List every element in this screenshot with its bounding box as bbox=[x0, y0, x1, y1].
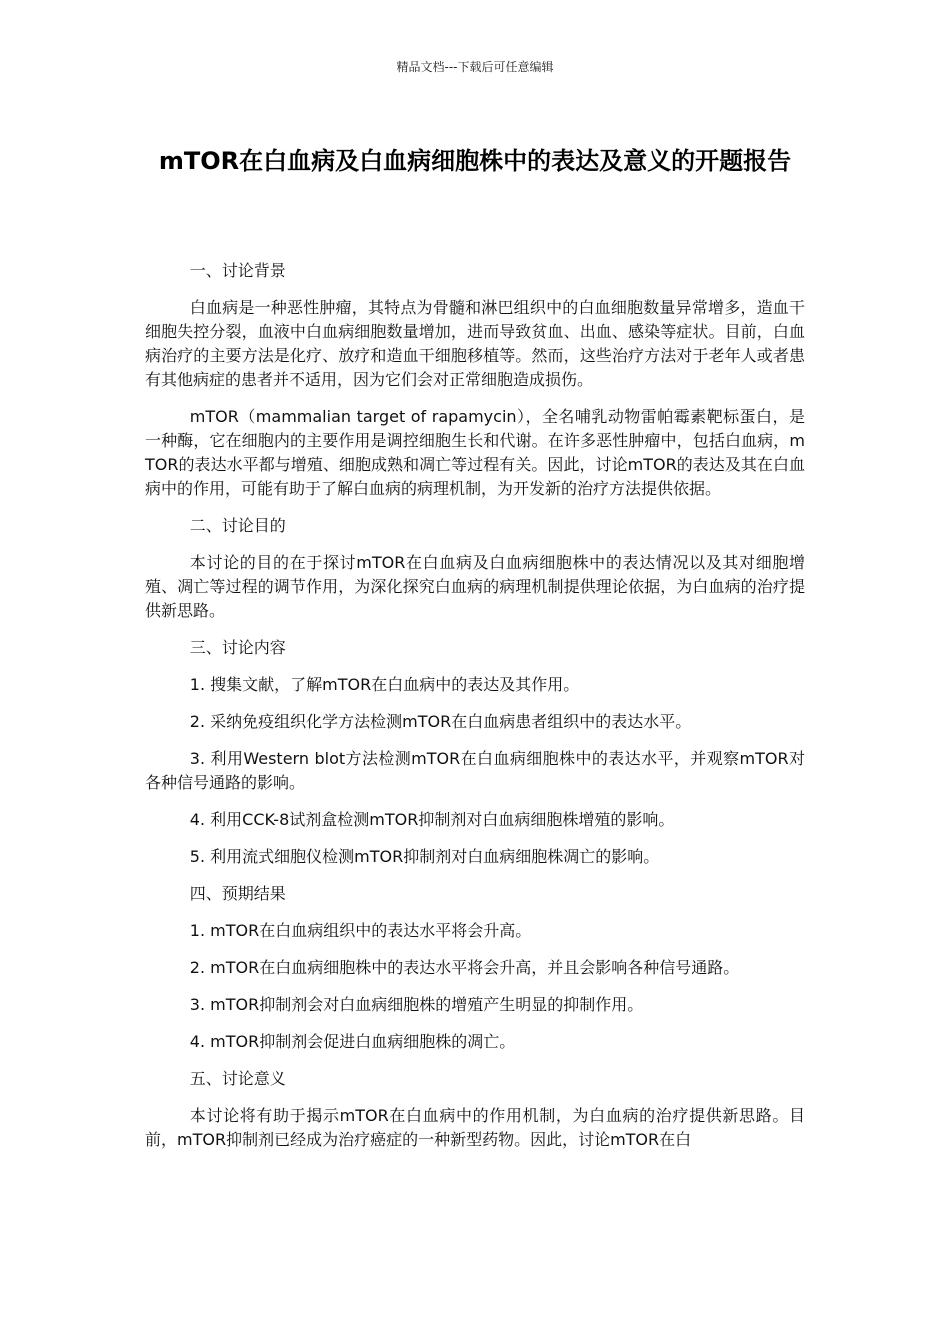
list-item-result-2: 2. mTOR在白血病细胞株中的表达水平将会升高，并且会影响各种信号通路。 bbox=[189, 958, 740, 977]
paragraph-significance: 本讨论将有助于揭示mTOR在白血病中的作用机制，为白血病的治疗提供新思路。目前，mTOR抑制剂已经成为治疗癌症的一种新型药物。因此，讨论mTOR在白 bbox=[145, 1106, 805, 1149]
list-item-result-1: 1. mTOR在白血病组织中的表达水平将会升高。 bbox=[189, 921, 532, 940]
list-item-result-3: 3. mTOR抑制剂会对白血病细胞株的增殖产生明显的抑制作用。 bbox=[189, 995, 644, 1014]
paragraph-purpose: 本讨论的目的在于探讨mTOR在白血病及白血病细胞株中的表达情况以及其对细胞增殖、凋亡等过程的调节作用，为深化探究白血病的病理机制提供理论依据，为白血病的治疗提供新思路。 bbox=[145, 553, 805, 620]
list-item-content-2: 2. 采纳免疫组织化学方法检测mTOR在白血病患者组织中的表达水平。 bbox=[189, 712, 692, 731]
document-title: mTOR在白血病及白血病细胞株中的表达及意义的开题报告 bbox=[158, 147, 792, 175]
header-note: 精品文档---下载后可任意编辑 bbox=[396, 60, 554, 74]
document-body bbox=[145, 259, 805, 1165]
section-heading-background: 一、讨论背景 bbox=[189, 261, 286, 280]
list-item-content-3: 3. 利用Western blot方法检测mTOR在白血病细胞株中的表达水平，并观察mTOR对各种信号通路的影响。 bbox=[145, 749, 805, 792]
list-item-content-5: 5. 利用流式细胞仪检测mTOR抑制剂对白血病细胞株凋亡的影响。 bbox=[189, 847, 660, 866]
section-heading-purpose: 二、讨论目的 bbox=[189, 516, 286, 535]
paragraph-background-2: mTOR（mammalian target of rapamycin），全名哺乳动物雷帕霉素靶标蛋白，是一种酶，它在细胞内的主要作用是调控细胞生长和代谢。在许多恶性肿瘤中，包括白血病，mTOR的表达水平都与增殖、细胞成熟和凋亡等过程有关。因此，讨论mTOR的表达及其在白血病中的作用，可能有助于了解白血病的病理机制，为开发新的治疗方法提供依据。 bbox=[145, 407, 805, 498]
section-heading-content: 三、讨论内容 bbox=[189, 638, 286, 657]
section-heading-significance: 五、讨论意义 bbox=[189, 1069, 286, 1088]
section-heading-expected-results: 四、预期结果 bbox=[189, 884, 286, 903]
list-item-result-4: 4. mTOR抑制剂会促进白血病细胞株的凋亡。 bbox=[189, 1032, 516, 1051]
paragraph-background-1: 白血病是一种恶性肿瘤，其特点为骨髓和淋巴组织中的白血细胞数量异常增多，造血干细胞失控分裂，血液中白血病细胞数量增加，进而导致贫血、出血、感染等症状。目前，白血病治疗的主要方法是化疗、放疗和造血干细胞移植等。然而，这些治疗方法对于老年人或者患有其他病症的患者并不适用，因为它们会对正常细胞造成损伤。 bbox=[145, 298, 805, 389]
list-item-content-4: 4. 利用CCK-8试剂盒检测mTOR抑制剂对白血病细胞株增殖的影响。 bbox=[189, 810, 675, 829]
list-item-content-1: 1. 搜集文献，了解mTOR在白血病中的表达及其作用。 bbox=[189, 675, 580, 694]
